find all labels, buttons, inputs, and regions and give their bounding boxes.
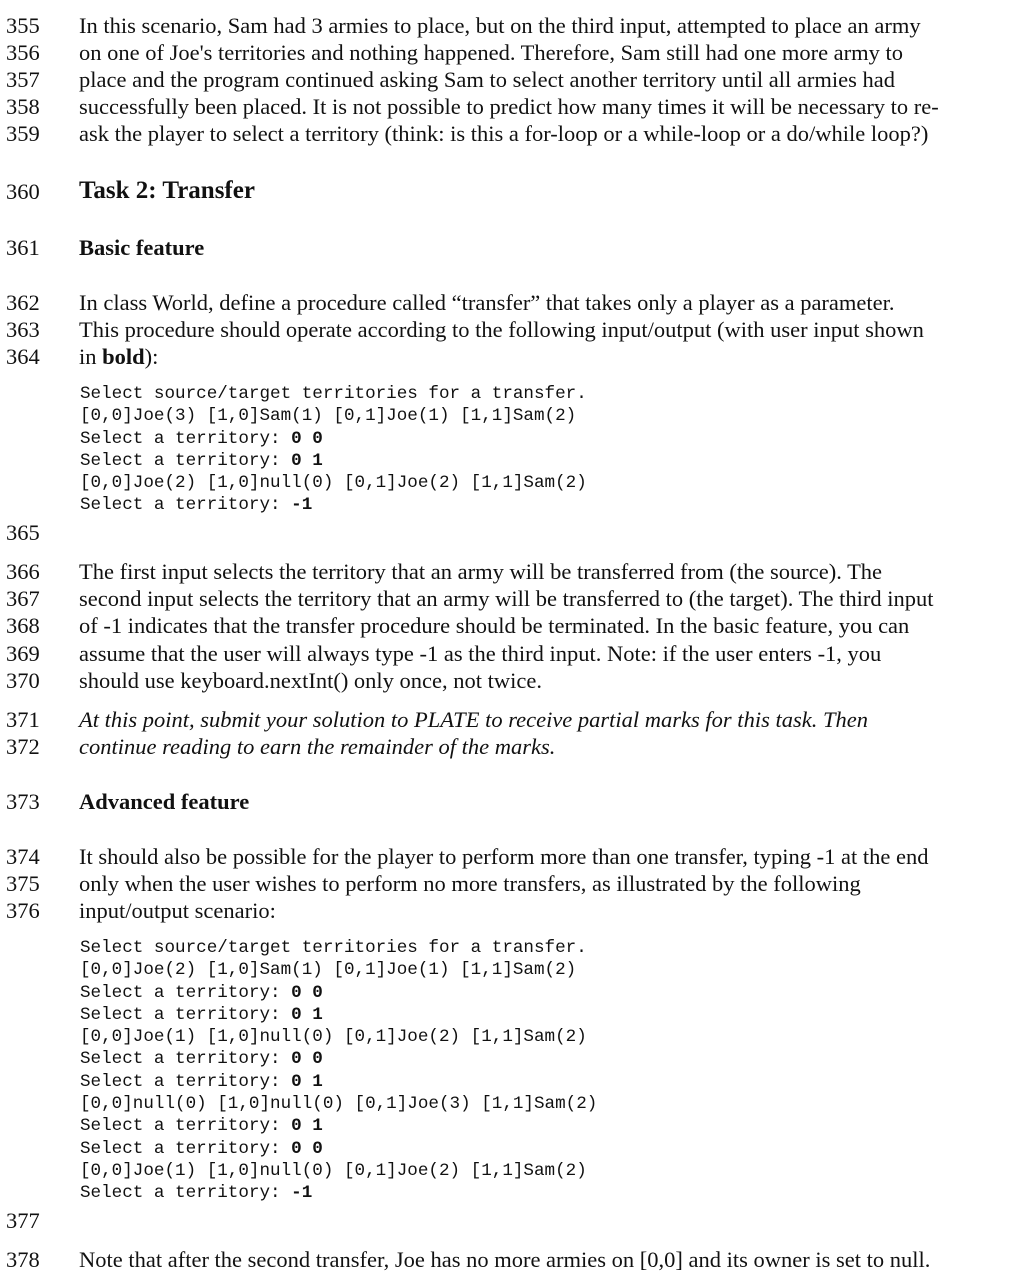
body-text-line: second input selects the territory that an army will be transferred to (the target). The third input (79, 586, 934, 611)
line-number: 366 (6, 559, 40, 584)
code-line (80, 494, 587, 516)
subsection-heading: Basic feature (79, 235, 205, 260)
text-segment: in (79, 344, 103, 369)
body-text-line (79, 343, 999, 370)
code-line (80, 937, 597, 959)
body-text-line: place and the program continued asking Sam to select another territory until all armies had (79, 67, 895, 92)
code-line (80, 982, 597, 1004)
line-number: 374 (6, 844, 40, 869)
line-number: 359 (6, 121, 40, 146)
user-input-text: 0 1 (291, 1116, 323, 1137)
code-output-text: [0,0]Joe(2) [1,0]null(0) [0,1]Joe(2) [1,1]Sam(2) (80, 473, 587, 494)
code-line (80, 959, 597, 981)
user-input-text: -1 (291, 1183, 313, 1204)
code-line (80, 405, 587, 427)
body-text-line: should use keyboard.nextInt() only once, not twice. (79, 668, 543, 693)
line-number: 360 (6, 179, 40, 204)
body-text-line: Note that after the second transfer, Joe has no more armies on [0,0] and its owner is set to null. (79, 1247, 931, 1272)
line-number: 376 (6, 898, 40, 923)
line-number: 364 (6, 344, 40, 369)
code-output-text: Select a territory: (80, 1116, 292, 1137)
code-output-text: [0,0]Joe(3) [1,0]Sam(1) [0,1]Joe(1) [1,1]Sam(2) (80, 406, 577, 427)
body-text-line: In this scenario, Sam had 3 armies to place, but on the third input, attempted to place an army (79, 13, 921, 38)
user-input-text: 0 1 (291, 450, 323, 471)
body-text-line: assume that the user will always type -1 as the third input. Note: if the user enters -1, you (79, 641, 882, 666)
body-text-line: It should also be possible for the player to perform more than one transfer, typing -1 at the end (79, 844, 929, 869)
body-text-line: The first input selects the territory that an army will be transferred from (the source). The (79, 559, 883, 584)
code-line (80, 472, 587, 494)
subsection-heading: Advanced feature (79, 789, 250, 814)
body-text-line: In class World, define a procedure called “transfer” that takes only a player as a parameter. (79, 290, 895, 315)
line-number: 365 (6, 520, 40, 545)
line-number: 358 (6, 94, 40, 119)
line-number: 362 (6, 290, 40, 315)
line-number: 361 (6, 235, 40, 260)
line-number: 369 (6, 641, 40, 666)
code-line (80, 1093, 597, 1115)
line-number: 378 (6, 1247, 40, 1272)
user-input-text: 0 0 (291, 428, 323, 449)
user-input-text: 0 1 (291, 1071, 323, 1092)
line-number: 375 (6, 871, 40, 896)
body-text-line: This procedure should operate according to the following input/output (with user input shown (79, 317, 924, 342)
line-number: 368 (6, 613, 40, 638)
line-number: 372 (6, 734, 40, 759)
body-text-line: input/output scenario: (79, 898, 276, 923)
line-number: 357 (6, 67, 40, 92)
italic-note-line: At this point, submit your solution to PLATE to receive partial marks for this task. Then (79, 707, 868, 732)
code-line (80, 383, 587, 405)
user-input-text: 0 0 (291, 1138, 323, 1159)
line-number: 370 (6, 668, 40, 693)
code-output-text: Select a territory: (80, 1183, 292, 1204)
line-number: 377 (6, 1208, 40, 1233)
user-input-text: -1 (291, 495, 313, 516)
code-output-text: Select a territory: (80, 982, 292, 1003)
code-line (80, 1160, 597, 1182)
code-output-text: Select a territory: (80, 1138, 292, 1159)
code-output-text: Select a territory: (80, 495, 292, 516)
code-output-text: [0,0]Joe(2) [1,0]Sam(1) [0,1]Joe(1) [1,1]Sam(2) (80, 960, 577, 981)
code-output-text: Select source/target territories for a transfer. (80, 938, 587, 958)
text-segment: ): (144, 344, 159, 369)
code-output-text: [0,0]Joe(1) [1,0]null(0) [0,1]Joe(2) [1,1]Sam(2) (80, 1027, 587, 1048)
code-output-text: [0,0]Joe(1) [1,0]null(0) [0,1]Joe(2) [1,1]Sam(2) (80, 1160, 587, 1181)
line-number: 355 (6, 13, 40, 38)
code-output-text: [0,0]null(0) [1,0]null(0) [0,1]Joe(3) [1,1]Sam(2) (80, 1094, 598, 1115)
code-line (80, 1138, 597, 1160)
code-output-text: Select a territory: (80, 428, 292, 449)
code-line (80, 428, 587, 450)
code-line (80, 1115, 597, 1137)
section-heading: Task 2: Transfer (79, 177, 255, 204)
body-text-line: only when the user wishes to perform no more transfers, as illustrated by the following (79, 871, 861, 896)
body-text-line: ask the player to select a territory (think: is this a for-loop or a while-loop or a do/while loop?) (79, 121, 929, 146)
code-line (80, 1048, 597, 1070)
line-number: 367 (6, 586, 40, 611)
user-input-text: 0 0 (291, 1049, 323, 1070)
user-input-text: 0 0 (291, 982, 323, 1003)
line-number: 371 (6, 707, 40, 732)
code-output-text: Select a territory: (80, 1004, 292, 1025)
user-input-text: 0 1 (291, 1004, 323, 1025)
body-text-line: successfully been placed. It is not possible to predict how many times it will be necessary to re- (79, 94, 939, 119)
body-text-line: of -1 indicates that the transfer procedure should be terminated. In the basic feature, you can (79, 613, 910, 638)
code-output-text: Select a territory: (80, 1049, 292, 1070)
code-line (80, 1071, 597, 1093)
code-line (80, 1182, 597, 1204)
line-number: 373 (6, 789, 40, 814)
code-block (80, 937, 597, 1205)
line-number: 356 (6, 40, 40, 65)
code-output-text: Select a territory: (80, 1071, 292, 1092)
italic-note-line: continue reading to earn the remainder of the marks. (79, 734, 556, 759)
code-line (80, 1004, 597, 1026)
code-block (80, 383, 587, 517)
code-line (80, 450, 587, 472)
line-number: 363 (6, 317, 40, 342)
code-line (80, 1026, 597, 1048)
code-output-text: Select a territory: (80, 450, 292, 471)
code-output-text: Select source/target territories for a transfer. (80, 384, 587, 404)
bold-word: bold (102, 344, 145, 369)
body-text-line: on one of Joe's territories and nothing happened. Therefore, Sam still had one more army to (79, 40, 904, 65)
